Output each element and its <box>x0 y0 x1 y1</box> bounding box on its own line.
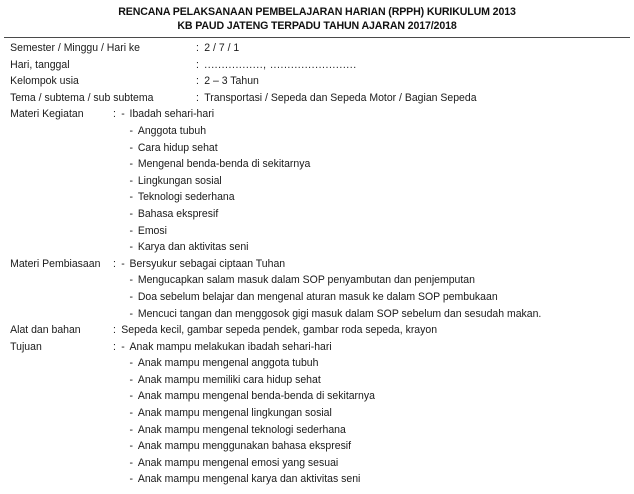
list-item <box>113 272 592 289</box>
section-items <box>113 339 634 488</box>
list-item <box>113 206 592 223</box>
title-line-1: RENCANA PELAKSANAAN PEMBELAJARAN HARIAN (RPPH) KURIKULUM 2013 <box>118 6 516 18</box>
list-item <box>113 306 592 323</box>
list-item <box>113 223 592 240</box>
colon-separator: : <box>196 42 199 54</box>
list-item <box>113 173 592 190</box>
section-alat-dan-bahan <box>0 322 634 339</box>
list-item-text: Bersyukur sebagai ciptaan Tuhan <box>129 257 286 270</box>
section-items <box>113 106 634 255</box>
list-item-text: Ibadah sehari-hari <box>129 108 215 121</box>
list-item-text: Emosi <box>137 224 167 237</box>
list-item-text: Anak mampu mengenal teknologi sederhana <box>137 423 346 436</box>
bullet-dash: - <box>129 274 134 287</box>
list-item <box>113 123 592 140</box>
list-item <box>113 339 592 356</box>
bullet-dash: - <box>129 158 134 171</box>
list-item-text: Anak mampu mengenal emosi yang sesuai <box>137 456 339 469</box>
list-item-text: Anak mampu memiliki cara hidup sehat <box>137 373 321 386</box>
bullet-dash: - <box>129 357 134 370</box>
list-item-text: Anak mampu mengenal benda-benda di sekitarnya <box>137 390 375 403</box>
field-row-kelompok-usia <box>0 73 634 90</box>
bullet-dash: - <box>129 141 134 154</box>
field-value-column <box>196 57 634 74</box>
section-label: Tujuan <box>10 340 42 353</box>
list-item-text: Karya dan aktivitas seni <box>137 241 249 254</box>
list-item <box>113 289 592 306</box>
field-value: 2 – 3 Tahun <box>204 75 259 88</box>
list-item <box>113 189 592 206</box>
list-item <box>113 156 592 173</box>
bullet-dash: - <box>129 390 134 403</box>
list-item <box>113 422 592 439</box>
colon-separator: : <box>113 340 116 353</box>
document-title <box>0 0 634 33</box>
list-item-text: Anak mampu mengenal karya dan aktivitas seni <box>137 473 361 486</box>
bullet-dash: - <box>129 473 134 486</box>
document-body <box>0 38 634 488</box>
list-item <box>113 106 592 123</box>
bullet-dash: - <box>129 440 134 453</box>
field-value: ................., ......................... <box>204 58 357 71</box>
list-item <box>113 455 592 472</box>
field-row-semester <box>0 40 634 57</box>
list-item-text: Anak mampu menggunakan bahasa ekspresif <box>137 440 352 453</box>
list-item <box>113 471 592 488</box>
section-tujuan <box>0 339 634 488</box>
list-item <box>113 405 592 422</box>
colon-separator: : <box>196 58 199 71</box>
field-label: Semester / Minggu / Hari ke <box>10 42 140 54</box>
bullet-dash: - <box>121 108 125 121</box>
colon-separator: : <box>113 324 116 337</box>
bullet-dash: - <box>129 290 134 303</box>
list-item <box>113 140 592 157</box>
bullet-dash: - <box>129 224 134 237</box>
colon-separator: : <box>196 75 199 88</box>
list-item <box>113 239 592 256</box>
list-item <box>113 355 592 372</box>
field-value-column <box>196 40 634 57</box>
bullet-dash: - <box>129 423 134 436</box>
list-item-text: Anak mampu mengenal anggota tubuh <box>137 357 319 370</box>
list-item-text: Anak mampu melakukan ibadah sehari-hari <box>129 340 332 353</box>
field-value: Transportasi / Sepeda dan Sepeda Motor / Bagian Sepeda <box>204 91 477 104</box>
section-label: Materi Pembiasaan <box>10 257 101 270</box>
list-item <box>113 388 592 405</box>
section-materi-pembiasaan <box>0 256 634 322</box>
colon-separator: : <box>113 257 116 270</box>
bullet-dash: - <box>129 124 134 137</box>
section-value: Sepeda kecil, gambar sepeda pendek, gambar roda sepeda, krayon <box>121 324 438 337</box>
bullet-dash: - <box>129 241 134 254</box>
section-label: Materi Kegiatan <box>10 108 84 121</box>
bullet-dash: - <box>121 340 125 353</box>
bullet-dash: - <box>129 373 134 386</box>
field-label: Kelompok usia <box>10 75 79 88</box>
list-item-text: Bahasa ekspresif <box>137 207 219 220</box>
list-item-text: Cara hidup sehat <box>137 141 218 154</box>
bullet-dash: - <box>129 191 134 204</box>
colon-separator: : <box>196 91 199 104</box>
field-label: Tema / subtema / sub subtema <box>10 91 154 104</box>
list-item <box>113 256 592 273</box>
list-item-text: Mengucapkan salam masuk dalam SOP penyambutan dan penjemputan <box>137 274 475 287</box>
section-items <box>113 256 634 322</box>
field-row-hari-tanggal <box>0 57 634 74</box>
list-item <box>113 372 592 389</box>
list-item-text: Anggota tubuh <box>137 124 207 137</box>
list-item-text: Mengenal benda-benda di sekitarnya <box>137 158 311 171</box>
list-item-text: Mencuci tangan dan menggosok gigi masuk dalam SOP sebelum dan sesudah makan. <box>137 307 542 320</box>
field-label: Hari, tanggal <box>10 58 70 71</box>
bullet-dash: - <box>129 307 134 320</box>
field-value-column <box>196 73 634 90</box>
bullet-dash: - <box>129 456 134 469</box>
section-materi-kegiatan <box>0 106 634 255</box>
list-item-text: Lingkungan sosial <box>137 174 222 187</box>
section-label: Alat dan bahan <box>10 324 81 337</box>
list-item-text: Anak mampu mengenal lingkungan sosial <box>137 407 332 420</box>
list-item-text: Teknologi sederhana <box>137 191 235 204</box>
title-line-2: KB PAUD JATENG TERPADU TAHUN AJARAN 2017/2018 <box>177 19 457 32</box>
bullet-dash: - <box>129 207 134 220</box>
colon-separator: : <box>113 108 116 121</box>
list-item <box>113 438 592 455</box>
bullet-dash: - <box>129 407 134 420</box>
section-value-column <box>113 322 634 339</box>
list-item-text: Doa sebelum belajar dan mengenal aturan masuk ke dalam SOP pembukaan <box>137 290 498 303</box>
field-row-tema-subtema <box>0 90 634 107</box>
field-value: 2 / 7 / 1 <box>204 42 240 54</box>
bullet-dash: - <box>129 174 134 187</box>
field-value-column <box>196 90 634 107</box>
bullet-dash: - <box>121 257 125 270</box>
